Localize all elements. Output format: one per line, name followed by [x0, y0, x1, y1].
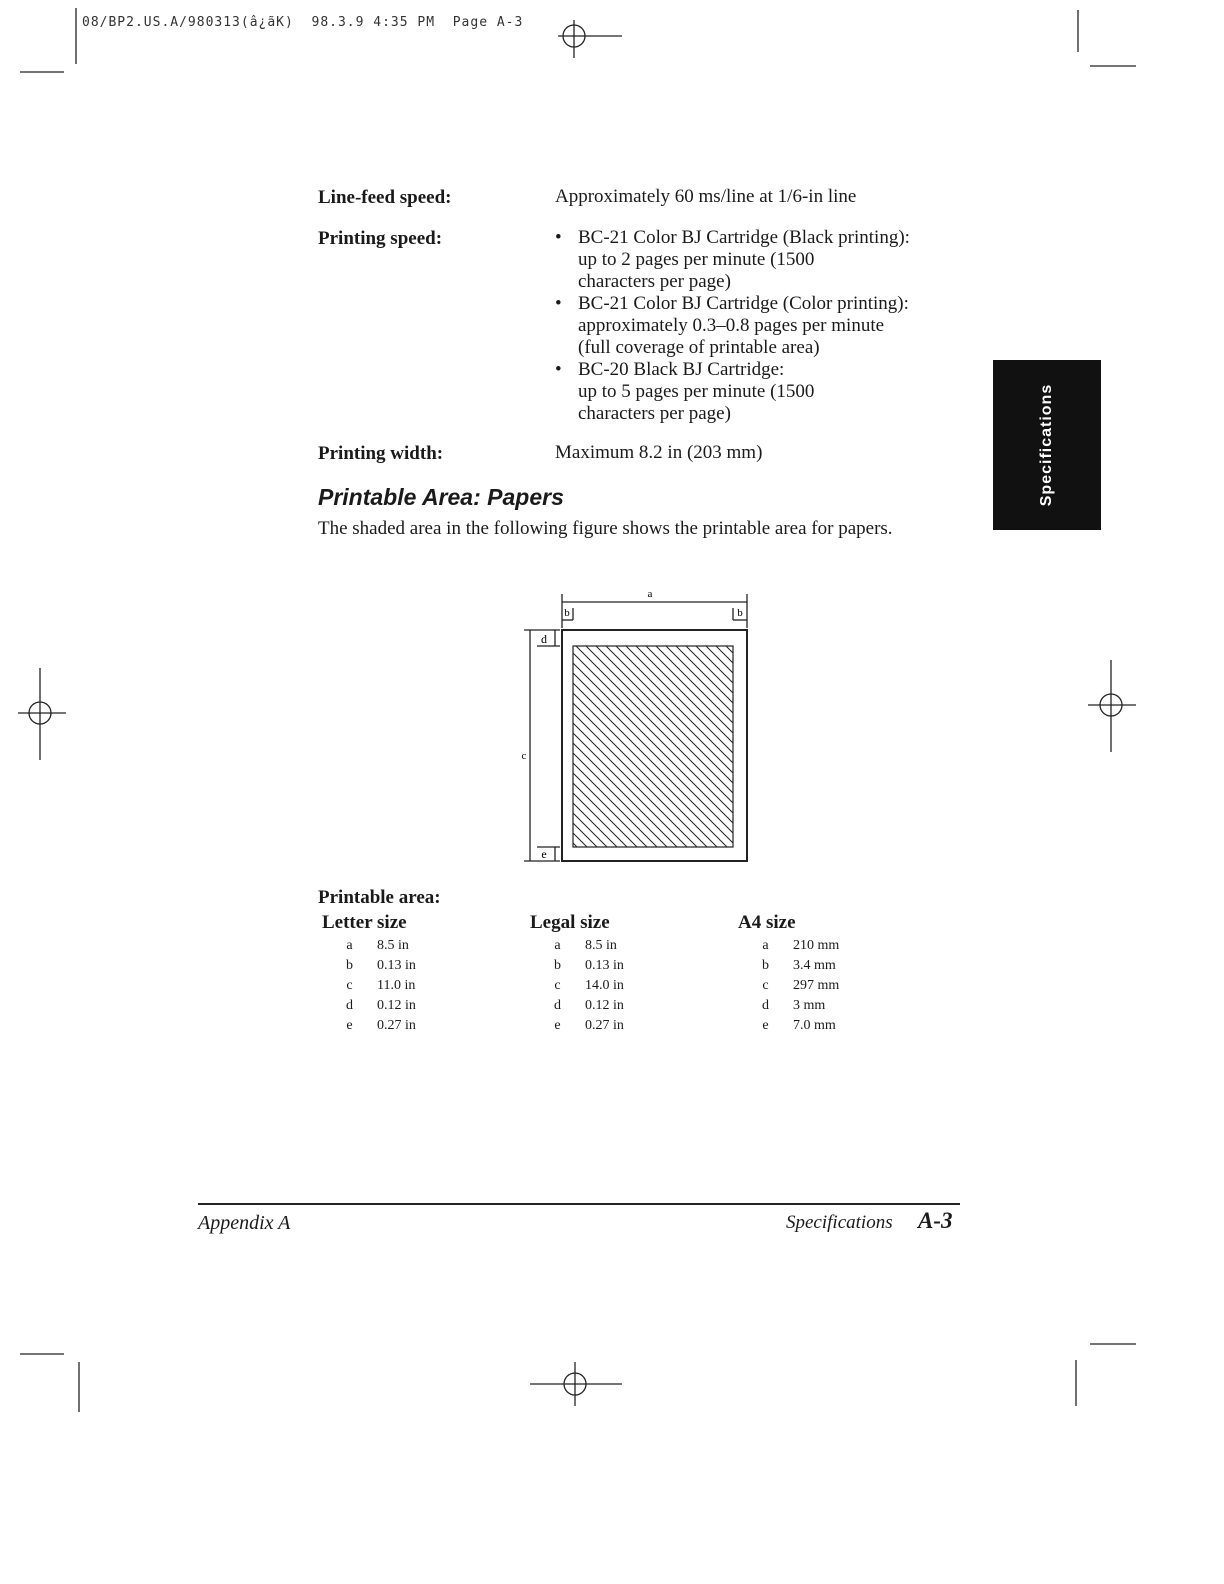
row-key: d — [554, 998, 561, 1013]
table-row — [530, 996, 624, 1016]
row-value: 210 mm — [793, 938, 840, 953]
printing-width-label: Printing width: — [318, 443, 444, 464]
row-value: 0.27 in — [377, 1018, 416, 1033]
row-key: b — [554, 958, 561, 973]
dim-label-d: d — [541, 632, 547, 646]
list-item — [555, 293, 975, 359]
row-key: c — [346, 978, 353, 993]
row-value: 0.13 in — [585, 958, 624, 973]
row-key: c — [554, 978, 561, 993]
printable-area-figure — [500, 580, 770, 870]
row-value: 11.0 in — [377, 978, 416, 993]
row-value: 0.27 in — [585, 1018, 624, 1033]
footer-rule — [198, 1203, 960, 1205]
printer-slug: 08/BP2.US.A/980313(â¿ãK) 98.3.9 4:35 PM Page A-3 — [82, 15, 524, 30]
section-heading: Printable Area: Papers — [318, 484, 564, 510]
dim-label-a: a — [647, 588, 653, 600]
row-value: 7.0 mm — [793, 1018, 836, 1033]
table-row — [322, 996, 416, 1016]
row-value: 0.12 in — [585, 998, 624, 1013]
size-column-a4 — [738, 912, 839, 1036]
line-feed-value: Approximately 60 ms/line at 1/6-in line — [555, 186, 857, 207]
dim-label-e: e — [541, 847, 547, 861]
list-item — [555, 359, 975, 425]
dim-label-c: c — [521, 750, 527, 762]
page-number: A-3 — [918, 1208, 953, 1233]
row-key: d — [346, 998, 353, 1013]
row-key: e — [554, 1018, 561, 1033]
printing-speed-list — [555, 227, 975, 425]
row-value: 0.13 in — [377, 958, 416, 973]
row-value: 14.0 in — [585, 978, 624, 993]
list-item-line: approximately 0.3–0.8 pages per minute — [578, 315, 885, 336]
section-tab-label: Specifications — [1038, 383, 1055, 507]
section-intro: The shaded area in the following figure shows the printable area for papers. — [318, 518, 893, 539]
row-value: 297 mm — [793, 978, 840, 993]
list-item-line: characters per page) — [578, 403, 731, 424]
table-row — [322, 976, 416, 996]
table-row — [530, 1016, 624, 1036]
row-key: e — [762, 1018, 769, 1033]
row-value: 8.5 in — [585, 938, 617, 953]
size-column-legal — [530, 912, 624, 1036]
size-name: Letter size — [322, 912, 407, 933]
list-item — [555, 227, 975, 293]
row-key: b — [762, 958, 769, 973]
row-value: 8.5 in — [377, 938, 409, 953]
list-item-line: up to 5 pages per minute (1500 — [578, 381, 815, 402]
dim-label-b-left: b — [564, 607, 570, 619]
table-row — [738, 996, 839, 1016]
footer-appendix: Appendix A — [198, 1212, 291, 1234]
size-name: A4 size — [738, 912, 796, 933]
table-row — [530, 956, 624, 976]
list-item-line: up to 2 pages per minute (1500 — [578, 249, 815, 270]
line-feed-label: Line-feed speed: — [318, 187, 452, 208]
table-row — [738, 1016, 839, 1036]
row-key: a — [554, 938, 561, 953]
row-key: c — [762, 978, 769, 993]
row-key: a — [346, 938, 353, 953]
table-row — [738, 956, 839, 976]
row-key: e — [346, 1018, 353, 1033]
table-row — [530, 976, 624, 996]
printable-area-shading — [573, 646, 733, 847]
list-item-line: BC-21 Color BJ Cartridge (Color printing): — [578, 293, 909, 314]
size-name: Legal size — [530, 912, 610, 933]
printing-speed-label: Printing speed: — [318, 228, 443, 249]
dim-label-b-right: b — [737, 607, 743, 619]
row-value: 0.12 in — [377, 998, 416, 1013]
row-key: b — [346, 958, 353, 973]
section-tab — [993, 360, 1101, 530]
table-row — [738, 936, 839, 956]
list-item-line: (full coverage of printable area) — [578, 337, 820, 358]
list-item-line: characters per page) — [578, 271, 731, 292]
footer-section: Specifications — [786, 1212, 893, 1233]
table-row — [322, 936, 416, 956]
size-column-letter — [322, 912, 416, 1036]
printing-width-value: Maximum 8.2 in (203 mm) — [555, 442, 763, 463]
table-row — [322, 1016, 416, 1036]
row-value: 3 mm — [793, 998, 826, 1013]
list-item-line: BC-20 Black BJ Cartridge: — [578, 359, 785, 380]
table-row — [530, 936, 624, 956]
row-key: d — [762, 998, 769, 1013]
printable-area-title: Printable area: — [318, 887, 441, 908]
table-row — [738, 976, 839, 996]
row-value: 3.4 mm — [793, 958, 836, 973]
row-key: a — [762, 938, 769, 953]
list-item-line: BC-21 Color BJ Cartridge (Black printing): — [578, 227, 910, 248]
table-row — [322, 956, 416, 976]
